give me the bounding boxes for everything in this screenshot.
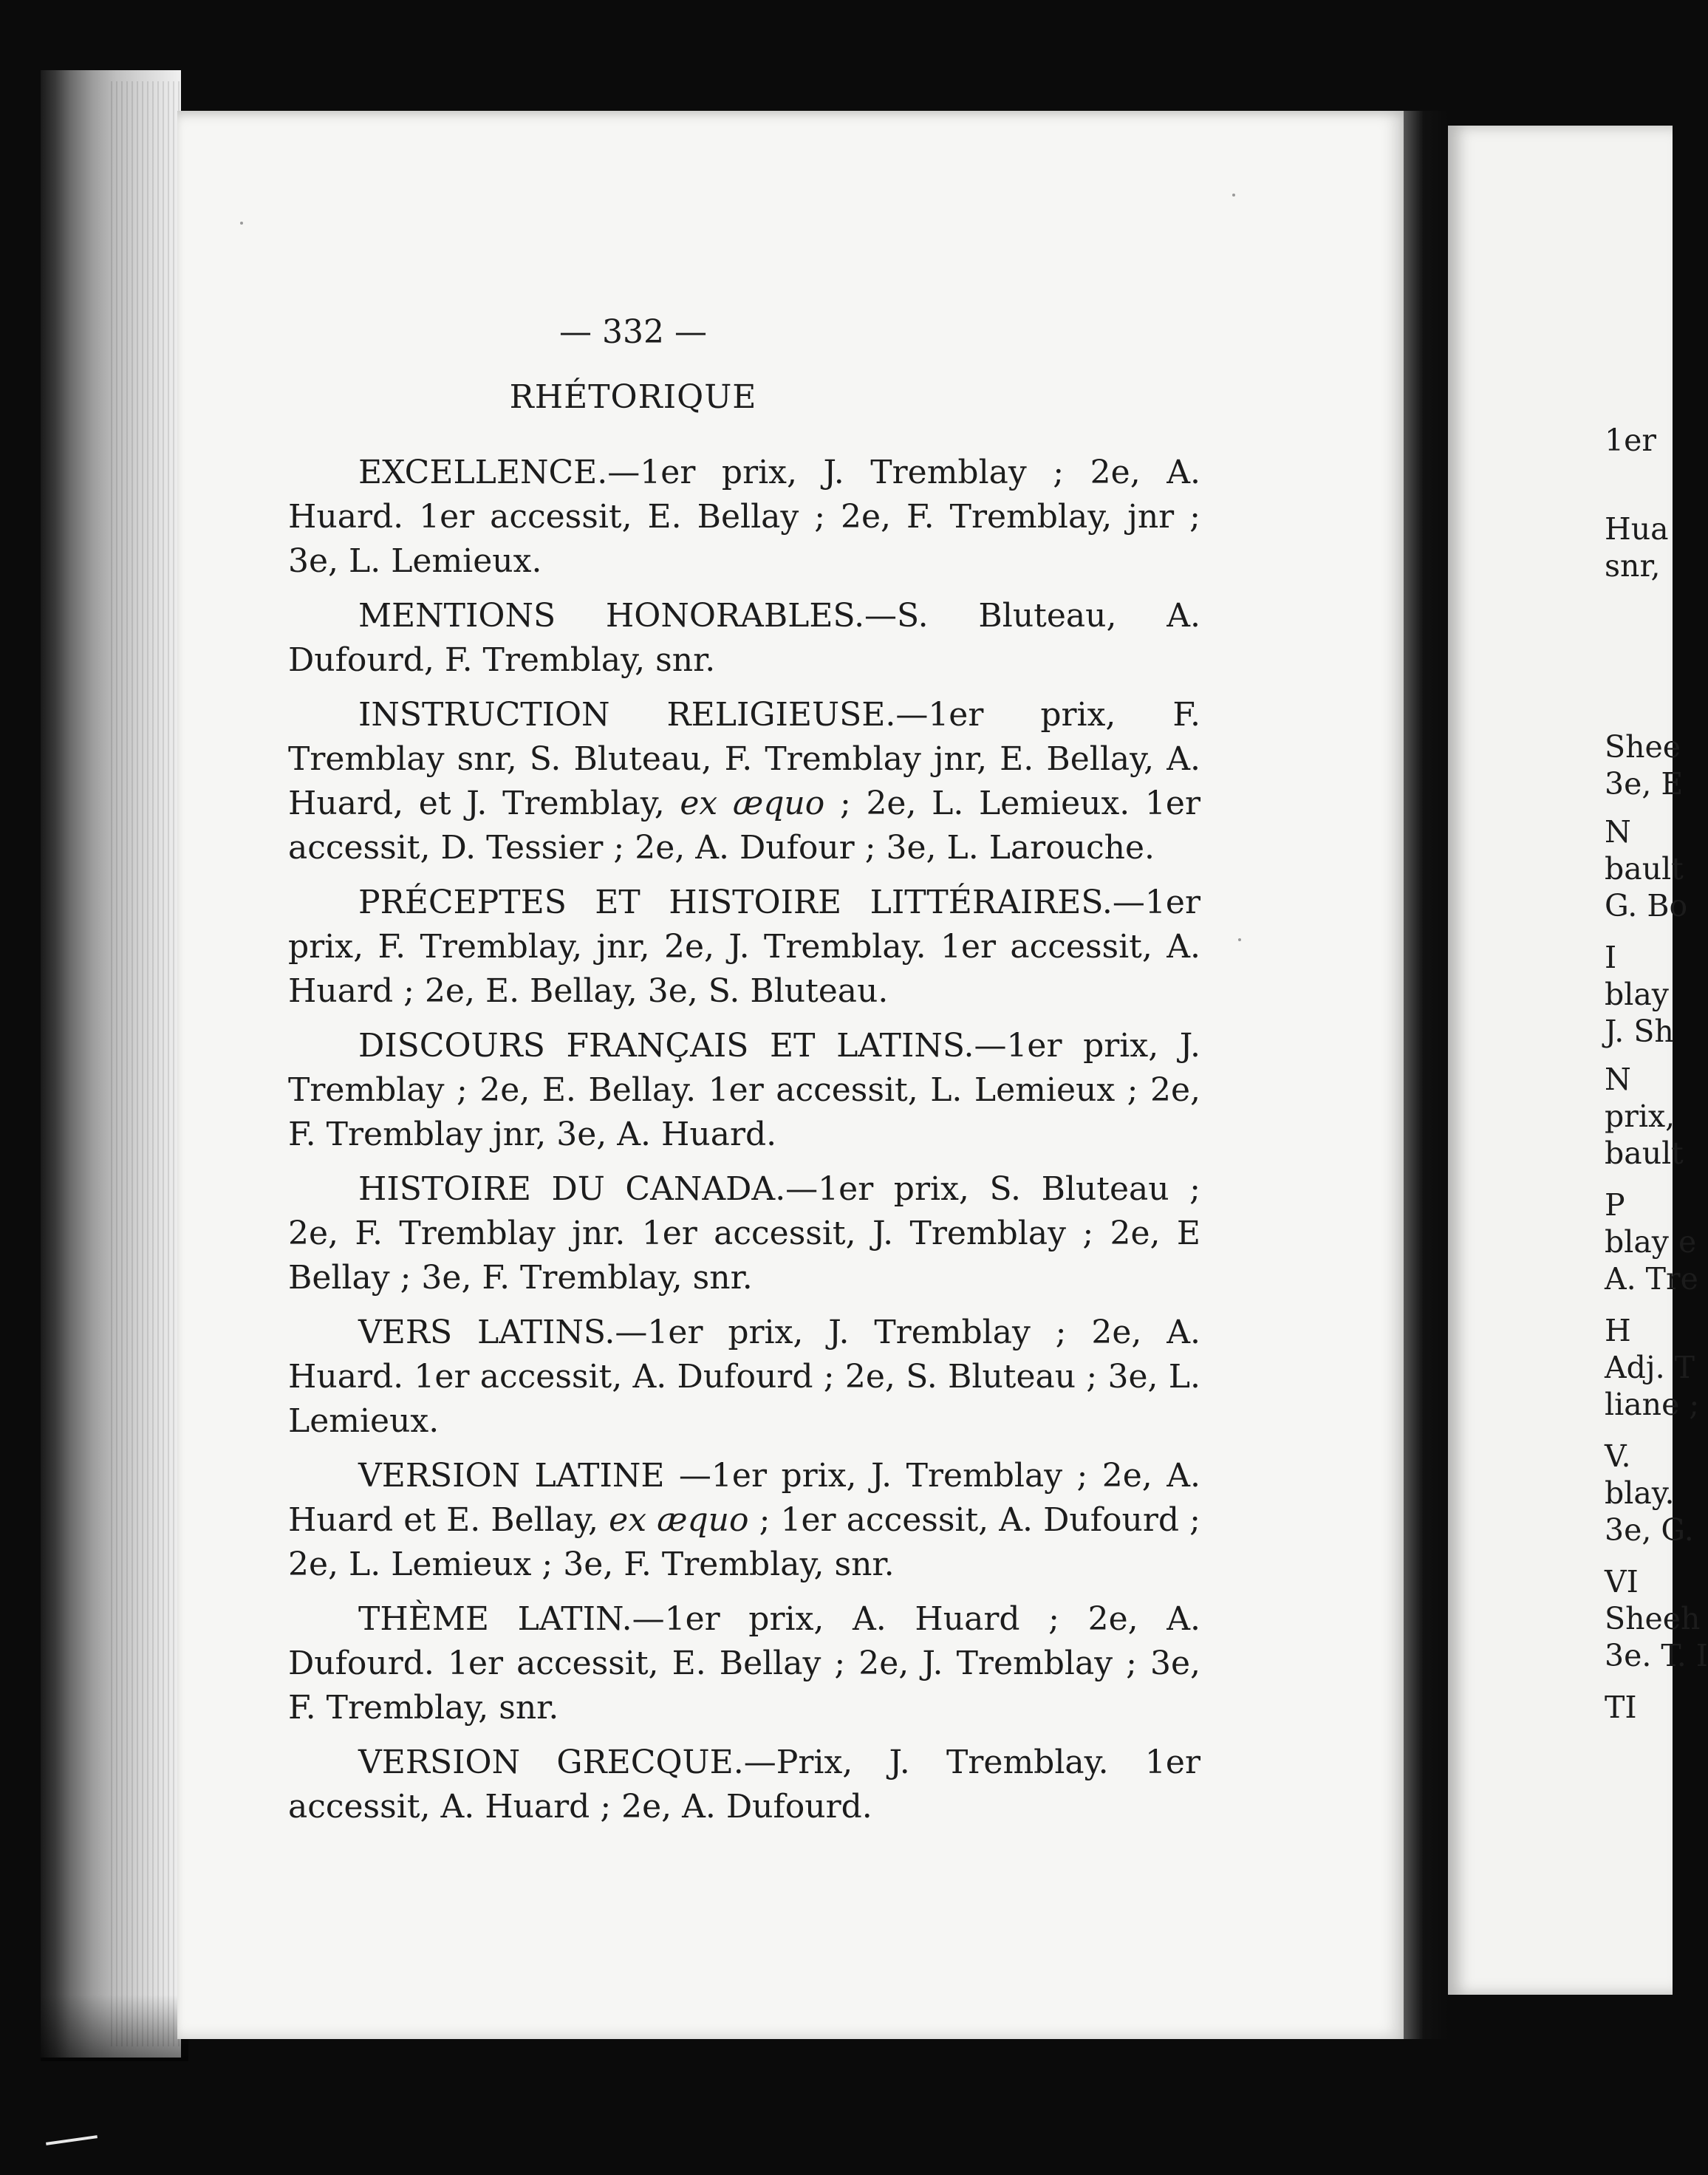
right-page [1448,126,1673,1995]
facing-line: N [1605,1062,1631,1097]
facing-line: blay [1605,977,1669,1012]
facing-line: I [1605,940,1617,975]
paragraph-instruction-religieuse: INSTRUCTION RELIGIEUSE.—1er prix, F. Tremblay snr, S. Bluteau, F. Tremblay jnr, E. Bellay, A. Huard, et J. Tremblay, ex æquo ; 2e, L. Lemieux. 1er accessit, D. Tessier ; 2e, A. Dufour ; 3e, L. Larouche. [288,696,1200,867]
bottom-shadow [41,1995,188,2061]
facing-line: 3e, E [1605,766,1684,802]
paragraph-mentions-honorables: MENTIONS HONORABLES.—S. Bluteau, A. Dufourd, F. Tremblay, snr. [288,597,1200,679]
facing-line: 3e, G. [1605,1512,1694,1548]
paragraph-histoire-canada: HISTOIRE DU CANADA.—1er prix, S. Bluteau ; 2e, F. Tremblay jnr. 1er accessit, J. Tremblay ; 2e, E Bellay ; 3e, F. Tremblay, snr. [288,1170,1200,1297]
facing-line: 3e. T. I [1605,1638,1708,1673]
page-number: — 332 — [559,313,707,351]
facing-line: snr, [1605,548,1661,584]
paragraph-theme-latin: THÈME LATIN.—1er prix, A. Huard ; 2e, A. Dufourd. 1er accessit, E. Bellay ; 2e, J. Tremblay ; 3e, F. Tremblay, snr. [288,1600,1200,1727]
scan-speck [1238,938,1241,941]
facing-line: Sheeh [1605,1601,1701,1636]
latin-phrase: ex æquo [680,785,825,822]
facing-line: VI [1605,1564,1639,1599]
facing-line: blay. [1605,1475,1675,1511]
facing-line: V. [1605,1438,1631,1474]
paragraph-version-grecque: VERSION GRECQUE.—Prix, J. Tremblay. 1er accessit, A. Huard ; 2e, A. Dufourd. [288,1744,1200,1826]
facing-line: TI [1605,1690,1637,1725]
scan-speck [240,222,243,225]
paragraph-discours: DISCOURS FRANÇAIS ET LATINS.—1er prix, J. Tremblay ; 2e, E. Bellay. 1er accessit, L. Lemieux ; 2e, F. Tremblay jnr, 3e, A. Huard. [288,1027,1200,1153]
facing-line: G. Bo [1605,888,1688,923]
facing-line: Shee [1605,729,1681,765]
facing-line: prix, [1605,1099,1675,1134]
paragraph-excellence: EXCELLENCE.—1er prix, J. Tremblay ; 2e, A. Huard. 1er accessit, E. Bellay ; 2e, F. Tremblay, jnr ; 3e, L. Lemieux. [288,454,1200,580]
facing-line: H [1605,1313,1631,1348]
facing-line: J. Sh [1605,1014,1674,1049]
section-heading: RHÉTORIQUE [509,378,757,416]
paragraph-version-latine: VERSION LATINE —1er prix, J. Tremblay ; 2e, A. Huard et E. Bellay, ex æquo ; 1er accessit, A. Dufourd ; 2e, L. Lemieux ; 3e, F. Tremblay, snr. [288,1457,1200,1583]
latin-phrase: ex æquo [609,1501,749,1539]
facing-line: A. Tre [1605,1261,1698,1297]
facing-line: Hua [1605,511,1669,547]
facing-line: Adj. T [1605,1350,1695,1385]
facing-line: liane ; [1605,1387,1700,1422]
paragraph-vers-latins: VERS LATINS.—1er prix, J. Tremblay ; 2e, A. Huard. 1er accessit, A. Dufourd ; 2e, S. Bluteau ; 3e, L. Lemieux. [288,1314,1200,1440]
scan-speck [1232,194,1235,197]
facing-line: N [1605,814,1631,850]
facing-line: blay e [1605,1224,1697,1260]
facing-line: 1er [1605,423,1656,458]
paragraph-preceptes-histoire-litteraires: PRÉCEPTES ET HISTOIRE LITTÉRAIRES.—1er prix, F. Tremblay, jnr, 2e, J. Tremblay. 1er accessit, A. Huard ; 2e, E. Bellay, 3e, S. Bluteau. [288,884,1200,1010]
facing-line: bault [1605,851,1684,887]
facing-line: P [1605,1187,1625,1223]
scanner-mark [46,2135,98,2145]
facing-line: bault [1605,1136,1684,1171]
prize-list [288,451,1200,1840]
